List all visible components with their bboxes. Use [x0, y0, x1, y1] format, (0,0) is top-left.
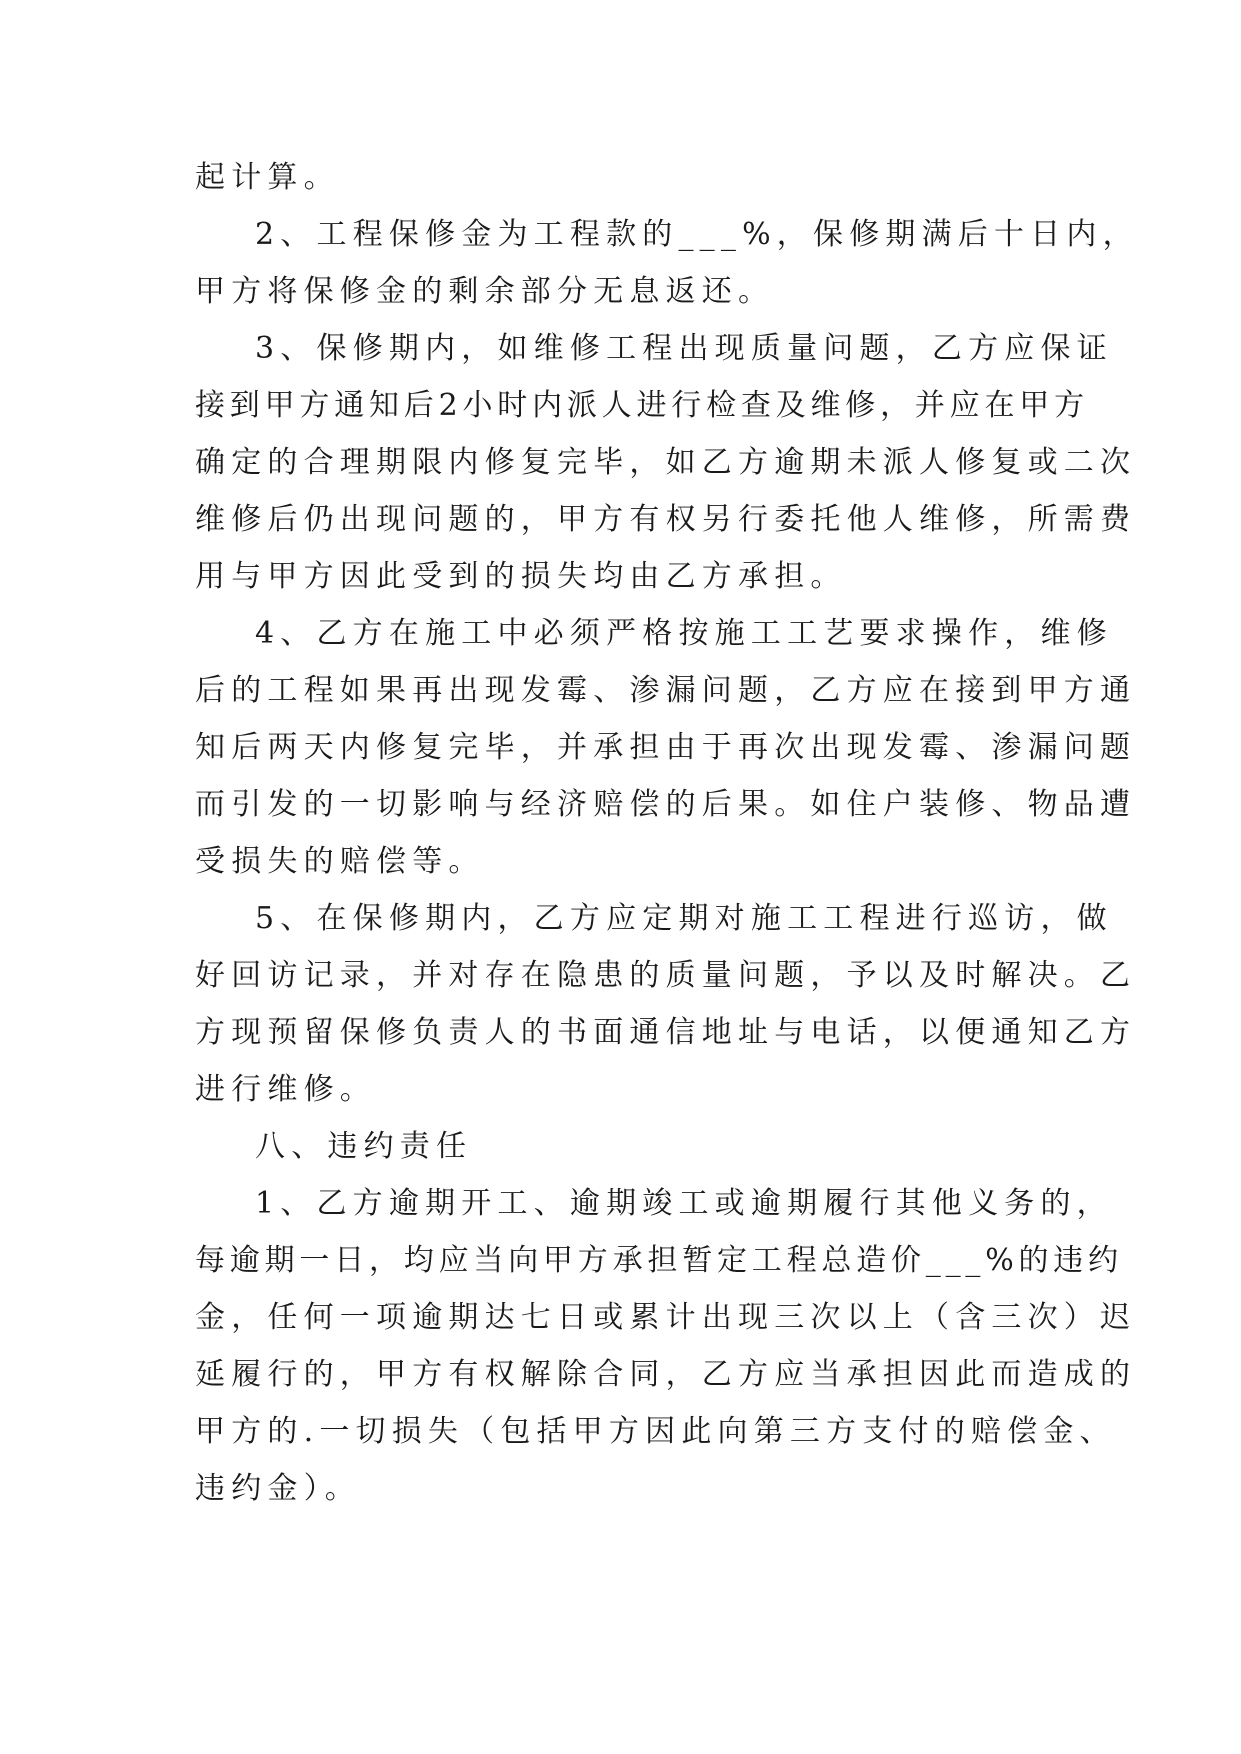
text-line: 甲方将保修金的剩余部分无息返还。: [195, 274, 775, 309]
text-line: 1、乙方逾期开工、逾期竣工或逾期履行其他义务的，: [255, 1186, 1113, 1221]
text-line: 金，任何一项逾期达七日或累计出现三次以上（含三次）迟: [195, 1300, 1137, 1335]
text-line: 接到甲方通知后2小时内派人进行检查及维修，并应在甲方: [195, 388, 1089, 423]
text-line: 维修后仍出现问题的，甲方有权另行委托他人维修，所需费: [195, 502, 1137, 537]
text-line: 每逾期一日，均应当向甲方承担暂定工程总造价___%的违约: [195, 1243, 1123, 1278]
text-line: 3、保修期内，如维修工程出现质量问题，乙方应保证: [255, 331, 1113, 366]
text-line: 用与甲方因此受到的损失均由乙方承担。: [195, 559, 847, 594]
text-line: 2、工程保修金为工程款的___%，保修期满后十日内，: [255, 217, 1139, 252]
text-line: 后的工程如果再出现发霉、渗漏问题，乙方应在接到甲方通: [195, 673, 1137, 708]
text-line: 延履行的，甲方有权解除合同，乙方应当承担因此而造成的: [195, 1357, 1137, 1392]
text-line: 违约金）。: [195, 1471, 361, 1506]
text-line: 甲方的.一切损失（包括甲方因此向第三方支付的赔偿金、: [195, 1414, 1116, 1449]
text-line: 5、在保修期内，乙方应定期对施工工程进行巡访，做: [255, 901, 1113, 936]
text-line: 知后两天内修复完毕，并承担由于再次出现发霉、渗漏问题: [195, 730, 1137, 765]
text-line: 进行维修。: [195, 1072, 376, 1107]
text-line: 而引发的一切影响与经济赔偿的后果。如住户装修、物品遭: [195, 787, 1137, 822]
text-line: 方现预留保修负责人的书面通信地址与电话，以便通知乙方: [195, 1015, 1137, 1050]
text-line: 受损失的赔偿等。: [195, 844, 485, 879]
section-heading: 八、违约责任: [255, 1129, 473, 1164]
text-line: 好回访记录，并对存在隐患的质量问题，予以及时解决。乙: [195, 958, 1137, 993]
text-line: 确定的合理期限内修复完毕，如乙方逾期未派人修复或二次: [195, 445, 1137, 480]
text-line: 4、乙方在施工中必须严格按施工工艺要求操作，维修: [255, 616, 1113, 651]
text-line: 起计算。: [195, 160, 340, 195]
